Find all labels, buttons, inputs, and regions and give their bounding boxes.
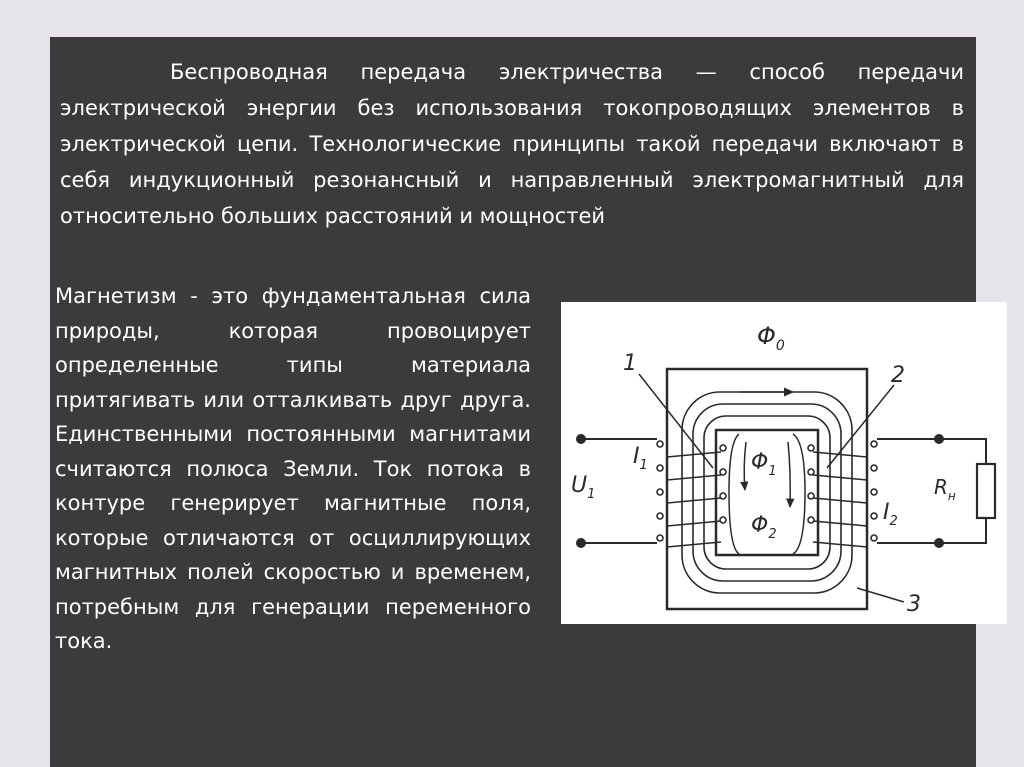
primary-terminal-top bbox=[577, 435, 585, 443]
callout-3: 3 bbox=[907, 592, 921, 617]
callout-1-leader bbox=[639, 374, 713, 468]
secondary-winding bbox=[813, 452, 867, 547]
flux-phi2-arrow bbox=[788, 442, 790, 507]
label-rn: $R_н$ bbox=[934, 475, 956, 503]
transformer-diagram bbox=[561, 302, 1007, 624]
intro-paragraph: Беспроводная передача электричества — способ передачи электрической энергии без использования токопроводящих элементов в электрической цепи. Технологические принципы такой передачи включают в себя индукционный резонансный и направленный электромагнитный для относительно больших расстояний и мощностей bbox=[60, 60, 964, 228]
callout-3-leader bbox=[857, 588, 904, 602]
secondary-terminal-top bbox=[935, 435, 943, 443]
core-outer bbox=[667, 369, 867, 609]
callout-2-leader bbox=[827, 385, 894, 468]
label-phi0: $\Phi_0$ bbox=[757, 322, 785, 354]
label-phi2: $\Phi_2$ bbox=[751, 513, 777, 542]
primary-winding bbox=[667, 452, 721, 547]
magnetism-paragraph: Магнетизм - это фундаментальная сила природы, которая провоцирует определенные типы материала притягивать или отталкивать друг друга. Единственными постоянными магнитами считаются полюса Земли. Ток потока в контуре генерирует магнитные поля, которые отличаются от осциллирующих магнитных полей скоростью и временем, потребным для генерации переменного тока. bbox=[55, 284, 531, 653]
flux-phi1-loop bbox=[729, 434, 739, 554]
load-resistor bbox=[977, 464, 995, 518]
callout-2: 2 bbox=[891, 363, 905, 388]
callout-1: 1 bbox=[623, 351, 637, 376]
label-u1: $U_1$ bbox=[571, 473, 596, 502]
primary-terminal-bottom bbox=[577, 539, 585, 547]
flux-phi2-loop bbox=[793, 434, 805, 554]
label-i1: $I_1$ bbox=[633, 444, 648, 473]
label-i2: $I_2$ bbox=[883, 500, 898, 529]
flux-phi1-arrow bbox=[744, 442, 746, 490]
secondary-terminal-bottom bbox=[935, 539, 943, 547]
label-phi1: $\Phi_1$ bbox=[751, 450, 777, 479]
flux-loops bbox=[682, 392, 852, 593]
secondary-wire-top bbox=[877, 439, 986, 464]
